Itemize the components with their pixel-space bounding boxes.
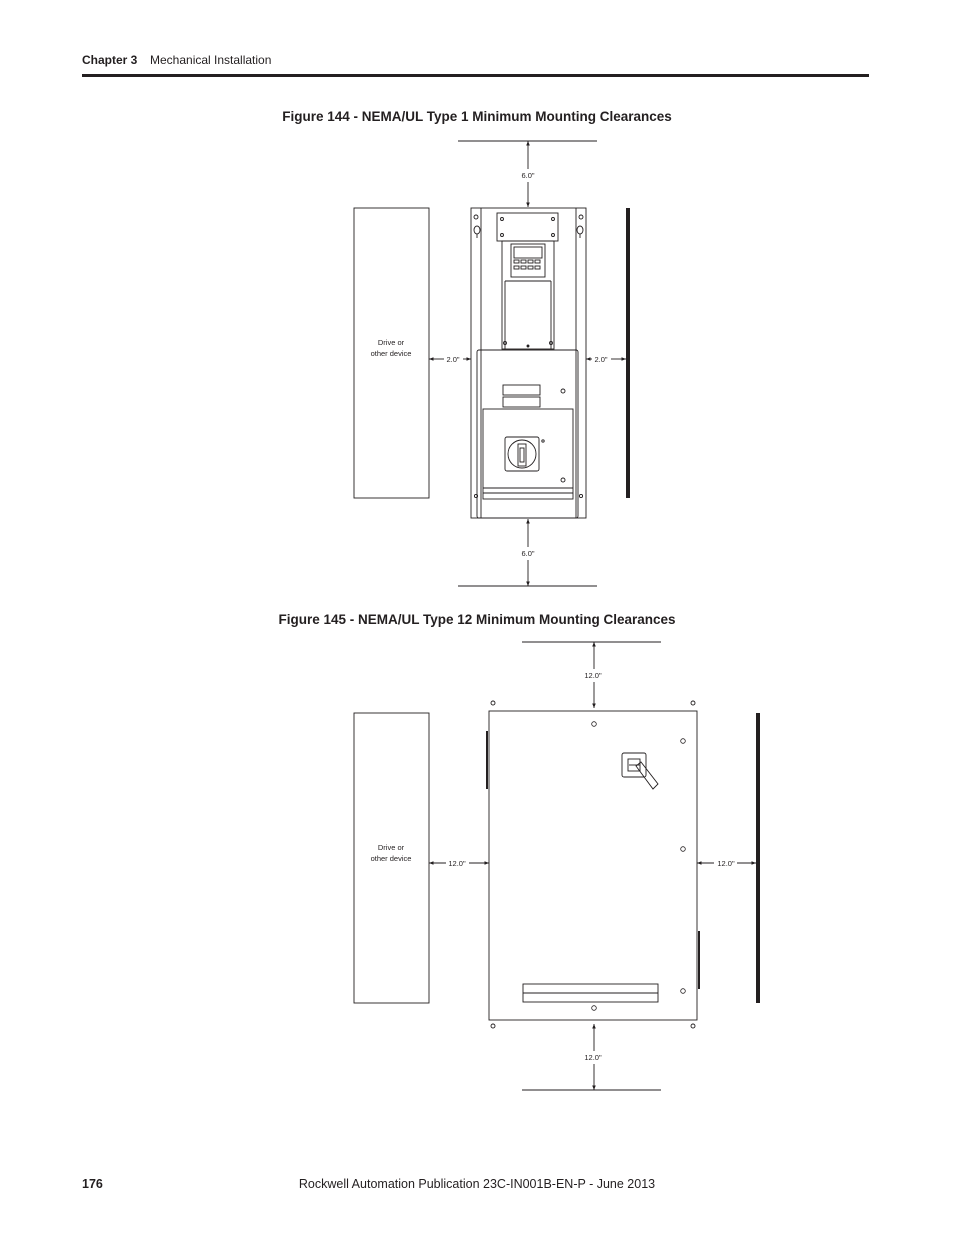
fig145-bottom-clearance-label: 12.0" bbox=[584, 1053, 602, 1062]
fig145-top-clearance-label: 12.0" bbox=[584, 671, 602, 680]
fig144-right-clearance-label: 2.0" bbox=[594, 355, 608, 364]
fig144-drive-body bbox=[502, 241, 554, 349]
section-title: Mechanical Installation bbox=[150, 53, 272, 67]
fig144-device-label-line1: Drive or bbox=[377, 338, 405, 347]
fig145-right-clearance-label: 12.0" bbox=[717, 859, 735, 868]
figure-144-labels bbox=[371, 171, 608, 558]
fig144-drive-backplate bbox=[471, 208, 586, 518]
fig144-disconnect-panel bbox=[483, 409, 573, 499]
figure-145-diagram bbox=[354, 642, 760, 1090]
publication-info: Rockwell Automation Publication 23C-IN001B-EN-P - June 2013 bbox=[298, 1177, 656, 1191]
figure-144-diagram bbox=[354, 141, 630, 586]
figure-144-caption: Figure 144 - NEMA/UL Type 1 Minimum Mounting Clearances bbox=[282, 109, 672, 124]
fig145-disconnect-handle-lever bbox=[636, 762, 658, 789]
fig145-enclosure bbox=[489, 711, 697, 1020]
page-number: 176 bbox=[82, 1177, 103, 1191]
figure-145-caption: Figure 145 - NEMA/UL Type 12 Minimum Mounting Clearances bbox=[278, 612, 676, 627]
fig144-left-clearance-label: 2.0" bbox=[446, 355, 460, 364]
fig144-top-clearance-label: 6.0" bbox=[521, 171, 535, 180]
fig145-left-clearance-label: 12.0" bbox=[448, 859, 466, 868]
fig144-top-cover bbox=[497, 213, 558, 241]
chapter-label: Chapter 3 bbox=[82, 53, 138, 67]
fig145-device-label-line1: Drive or bbox=[377, 843, 405, 852]
fig144-device-label-line2: other device bbox=[370, 349, 412, 358]
fig145-device-label-line2: other device bbox=[370, 854, 412, 863]
fig145-wall bbox=[756, 713, 760, 1003]
fig144-bottom-clearance-label: 6.0" bbox=[521, 549, 535, 558]
fig144-wall bbox=[626, 208, 630, 498]
